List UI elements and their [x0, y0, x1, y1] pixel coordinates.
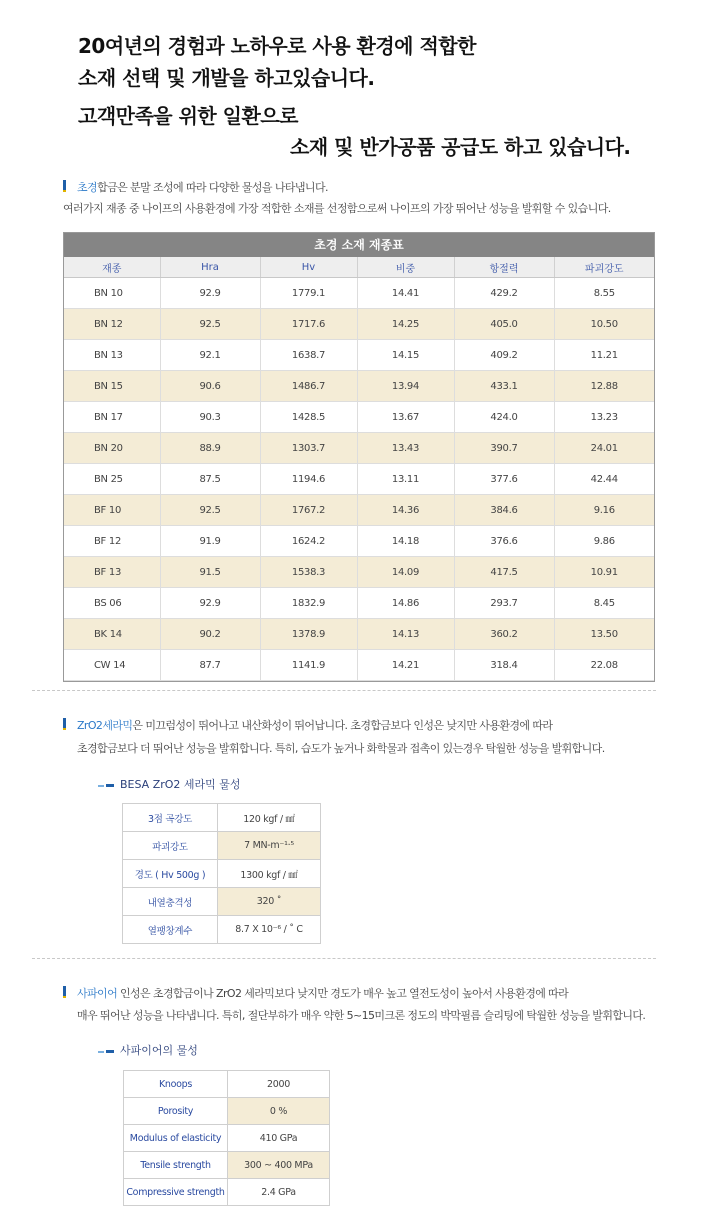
table-row: [64, 371, 654, 402]
table-row: [123, 888, 321, 916]
value-cell: 14.86: [357, 588, 454, 619]
grade-name-cell: BN 17: [64, 402, 160, 433]
property-label: Porosity: [124, 1098, 228, 1125]
value-cell: 1767.2: [260, 495, 357, 526]
table-row: [124, 1125, 330, 1152]
property-value: 8.7 X 10⁻⁶ / ˚ C: [218, 916, 321, 944]
property-label: 열팽창계수: [123, 916, 218, 944]
property-label: Compressive strength: [124, 1179, 228, 1206]
section1-line1-rest: 합금은 분말 조성에 따라 다양한 물성을 나타냅니다.: [97, 181, 328, 194]
grade-name-cell: BN 15: [64, 371, 160, 402]
value-cell: 14.18: [357, 526, 454, 557]
table-row: [124, 1179, 330, 1206]
value-cell: 409.2: [454, 340, 554, 371]
value-cell: 429.2: [454, 278, 554, 309]
value-cell: 9.86: [554, 526, 654, 557]
grade-name-cell: BF 13: [64, 557, 160, 588]
value-cell: 1717.6: [260, 309, 357, 340]
value-cell: 1303.7: [260, 433, 357, 464]
value-cell: 92.1: [160, 340, 260, 371]
section-divider: [32, 690, 656, 691]
grade-name-cell: BN 20: [64, 433, 160, 464]
value-cell: 1141.9: [260, 650, 357, 681]
value-cell: 424.0: [454, 402, 554, 433]
value-cell: 90.2: [160, 619, 260, 650]
value-cell: 1378.9: [260, 619, 357, 650]
ceramic-properties-table: [122, 803, 321, 944]
grade-table-title: 초경 소재 재종표: [64, 233, 654, 257]
sapphire-subtitle: [98, 1042, 198, 1058]
column-header: 항절력: [454, 257, 554, 278]
value-cell: 14.25: [357, 309, 454, 340]
table-row: [64, 278, 654, 309]
table-row: [123, 860, 321, 888]
value-cell: 318.4: [454, 650, 554, 681]
value-cell: 13.67: [357, 402, 454, 433]
grade-name-cell: BF 10: [64, 495, 160, 526]
table-row: [64, 402, 654, 433]
section-bullet-icon: [63, 718, 66, 728]
property-label: Knoops: [124, 1071, 228, 1098]
value-cell: 1428.5: [260, 402, 357, 433]
table-row: [124, 1071, 330, 1098]
table-row: [124, 1098, 330, 1125]
property-label: Tensile strength: [124, 1152, 228, 1179]
value-cell: 13.50: [554, 619, 654, 650]
column-header: Hv: [260, 257, 357, 278]
column-header: Hra: [160, 257, 260, 278]
value-cell: 14.36: [357, 495, 454, 526]
section1-line-1: [77, 179, 328, 195]
property-value: 2.4 GPa: [228, 1179, 330, 1206]
property-value: 2000: [228, 1071, 330, 1098]
value-cell: 8.45: [554, 588, 654, 619]
grade-name-cell: BF 12: [64, 526, 160, 557]
value-cell: 87.5: [160, 464, 260, 495]
property-label: 경도 ( Hv 500g ): [123, 860, 218, 888]
section3-line-2: 매우 뛰어난 성능을 나타냅니다. 특히, 절단부하가 매우 약한 5~15미크론 정도의 박막필름 슬리팅에 탁월한 성능을 발휘합니다.: [77, 1009, 646, 1022]
grade-name-cell: BN 10: [64, 278, 160, 309]
section1-accent: 초경: [77, 181, 98, 194]
table-row: [64, 495, 654, 526]
value-cell: 1194.6: [260, 464, 357, 495]
sapphire-subtitle-text: 사파이어의 물성: [120, 1044, 198, 1057]
value-cell: 14.41: [357, 278, 454, 309]
value-cell: 91.5: [160, 557, 260, 588]
section2-line-1: [77, 717, 552, 733]
value-cell: 11.21: [554, 340, 654, 371]
table-row: [64, 650, 654, 681]
value-cell: 92.9: [160, 278, 260, 309]
value-cell: 377.6: [454, 464, 554, 495]
value-cell: 14.13: [357, 619, 454, 650]
value-cell: 10.91: [554, 557, 654, 588]
section2-line-2: 초경합금보다 더 뛰어난 성능을 발휘합니다. 특히, 습도가 높거나 화학물과 접촉이 있는경우 탁월한 성능을 발휘합니다.: [77, 742, 605, 755]
table-row: [124, 1152, 330, 1179]
value-cell: 1779.1: [260, 278, 357, 309]
grade-table: [63, 232, 655, 682]
subtitle-dash-icon: [98, 1045, 114, 1058]
value-cell: 13.11: [357, 464, 454, 495]
grade-name-cell: BN 25: [64, 464, 160, 495]
grade-name-cell: CW 14: [64, 650, 160, 681]
value-cell: 390.7: [454, 433, 554, 464]
value-cell: 92.9: [160, 588, 260, 619]
value-cell: 14.15: [357, 340, 454, 371]
value-cell: 1624.2: [260, 526, 357, 557]
ceramic-subtitle: [98, 776, 241, 792]
table-row: [64, 557, 654, 588]
property-value: 7 MN-m⁻¹·⁵: [218, 832, 321, 860]
grade-name-cell: BK 14: [64, 619, 160, 650]
property-value: 1300 kgf / ㎟: [218, 860, 321, 888]
ceramic-subtitle-text: BESA ZrO2 세라믹 물성: [120, 778, 241, 791]
value-cell: 13.43: [357, 433, 454, 464]
grade-name-cell: BN 13: [64, 340, 160, 371]
table-row: [64, 340, 654, 371]
value-cell: 13.94: [357, 371, 454, 402]
value-cell: 22.08: [554, 650, 654, 681]
grade-table-grid: [64, 257, 654, 681]
value-cell: 24.01: [554, 433, 654, 464]
value-cell: 14.09: [357, 557, 454, 588]
property-value: 320 ˚: [218, 888, 321, 916]
value-cell: 12.88: [554, 371, 654, 402]
value-cell: 90.3: [160, 402, 260, 433]
value-cell: 92.5: [160, 495, 260, 526]
value-cell: 1638.7: [260, 340, 357, 371]
value-cell: 384.6: [454, 495, 554, 526]
value-cell: 88.9: [160, 433, 260, 464]
section2-line1-rest: 은 미끄럼성이 뛰어나고 내산화성이 뛰어납니다. 초경합금보다 인성은 낮지만 사용환경에 따라: [132, 719, 553, 732]
value-cell: 1832.9: [260, 588, 357, 619]
value-cell: 90.6: [160, 371, 260, 402]
headline-line-1: 20여년의 경험과 노하우로 사용 환경에 적합한: [78, 34, 476, 58]
grade-table-header: [64, 257, 654, 278]
value-cell: 92.5: [160, 309, 260, 340]
column-header: 비중: [357, 257, 454, 278]
table-row: [64, 619, 654, 650]
table-row: [64, 309, 654, 340]
value-cell: 293.7: [454, 588, 554, 619]
property-label: 내열충격성: [123, 888, 218, 916]
column-header: 파괴강도: [554, 257, 654, 278]
value-cell: 8.55: [554, 278, 654, 309]
value-cell: 9.16: [554, 495, 654, 526]
property-label: 파괴강도: [123, 832, 218, 860]
section-bullet-icon: [63, 180, 66, 190]
grade-name-cell: BN 12: [64, 309, 160, 340]
value-cell: 14.21: [357, 650, 454, 681]
table-row: [64, 433, 654, 464]
table-row: [123, 916, 321, 944]
value-cell: 1538.3: [260, 557, 357, 588]
table-row: [64, 588, 654, 619]
headline-line-2: 소재 선택 및 개발을 하고있습니다.: [78, 66, 375, 90]
section1-line-2: 여러가지 재종 중 나이프의 사용환경에 가장 적합한 소재를 선정함으로써 나이프의 가장 뛰어난 성능을 발휘할 수 있습니다.: [63, 202, 611, 215]
table-row: [64, 526, 654, 557]
value-cell: 360.2: [454, 619, 554, 650]
table-row: [123, 832, 321, 860]
table-row: [123, 804, 321, 832]
value-cell: 91.9: [160, 526, 260, 557]
property-value: 120 kgf / ㎟: [218, 804, 321, 832]
column-header: 재종: [64, 257, 160, 278]
value-cell: 13.23: [554, 402, 654, 433]
property-value: 300 ~ 400 MPa: [228, 1152, 330, 1179]
section2-accent: ZrO2세라믹: [77, 719, 133, 732]
value-cell: 42.44: [554, 464, 654, 495]
value-cell: 417.5: [454, 557, 554, 588]
sapphire-properties-table: [123, 1070, 330, 1206]
property-label: 3점 곡강도: [123, 804, 218, 832]
section-bullet-icon: [63, 986, 66, 996]
section-divider: [32, 958, 656, 959]
grade-name-cell: BS 06: [64, 588, 160, 619]
property-label: Modulus of elasticity: [124, 1125, 228, 1152]
property-value: 0 %: [228, 1098, 330, 1125]
headline-line-3: 고객만족을 위한 일환으로: [78, 104, 298, 128]
value-cell: 1486.7: [260, 371, 357, 402]
value-cell: 87.7: [160, 650, 260, 681]
property-value: 410 GPa: [228, 1125, 330, 1152]
headline-line-4: 소재 및 반가공품 공급도 하고 있습니다.: [290, 135, 631, 159]
value-cell: 433.1: [454, 371, 554, 402]
value-cell: 10.50: [554, 309, 654, 340]
table-row: [64, 464, 654, 495]
section3-line-1: [77, 985, 568, 1001]
value-cell: 405.0: [454, 309, 554, 340]
value-cell: 376.6: [454, 526, 554, 557]
section3-line1-rest: 인성은 초경합금이나 ZrO2 세라믹보다 낮지만 경도가 매우 높고 열전도성이 높아서 사용환경에 따라: [117, 987, 569, 1000]
section3-accent: 사파이어: [77, 987, 118, 1000]
subtitle-dash-icon: [98, 779, 114, 792]
